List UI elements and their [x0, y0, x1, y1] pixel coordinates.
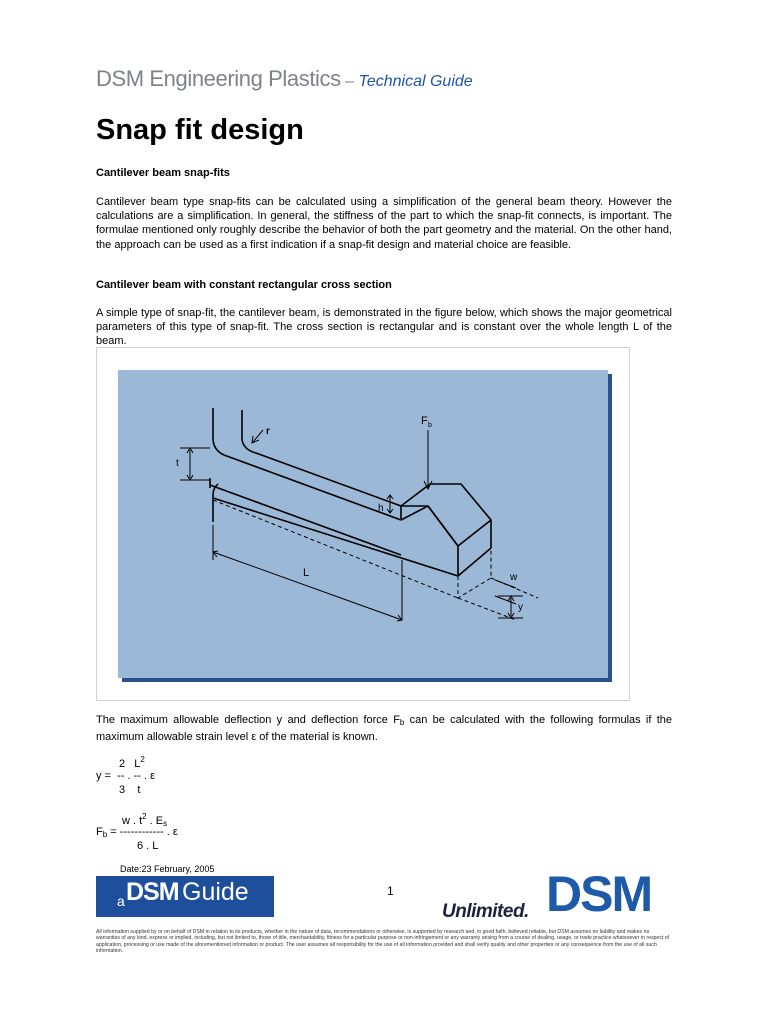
dsm-logo: DSM: [546, 866, 652, 922]
label-L: L: [303, 567, 310, 579]
formula-1-denominator: 3 t: [119, 784, 141, 796]
paragraph-intro: Cantilever beam type snap-fits can be calculated using a simplification of the general beam theory. However the calculations are a simplification. In general, the stiffness of the part to which the snap-fit connects, is important. The formulae mentioned only roughly describe the behavior of both the part geometry and the material. On the other hand, the approach can be used as a first indication if a snap-fit design and material choice are feasible.: [96, 196, 672, 251]
section-heading-cantilever: Cantilever beam snap-fits: [96, 167, 230, 179]
page-title: Snap fit design: [96, 114, 304, 146]
paragraph-figure-intro: A simple type of snap-fit, the cantilever beam, is demonstrated in the figure below, which shows the major geometrical parameters of this type of snap-fit. The cross section is rectangular and is constant over the whole length L of the beam.: [96, 307, 672, 348]
formula-2-denominator: 6 . L: [137, 840, 159, 852]
wall-upper-edge: [213, 408, 224, 455]
guide-name: Technical Guide: [358, 73, 473, 90]
label-r: r: [266, 426, 270, 437]
label-F: F: [421, 415, 428, 427]
label-h: h: [378, 503, 384, 514]
brand-name: DSM Engineering Plastics: [96, 66, 341, 91]
formula-1-numerator: 2 $L^2$: [119, 755, 145, 770]
label-t: t: [176, 458, 179, 469]
cantilever-beam-diagram: [118, 370, 608, 678]
label-y: y: [518, 602, 523, 613]
section-heading-constant-cross-section: Cantilever beam with constant rectangular cross section: [96, 279, 392, 291]
paragraph-formulas-intro: The maximum allowable deflection y and deflection force $F_b$ can be calculated with the following formulas if the maximum allowable strain level ε of the material is known.: [96, 714, 673, 744]
deflected-beam-line: [213, 500, 458, 598]
label-F-sub: b: [428, 422, 432, 429]
formula-2-line: $F_b$ = ------------ . ε: [96, 826, 178, 839]
beam-top-back-edge: [242, 440, 401, 506]
legal-disclaimer: All information supplied by or on behalf of DSM in relation to its products, whether in the nature of data, recommendations or otherwise, is supported by research and, in good faith, believed reliable, but DSM assumes no liability and makes no warranties of any kind, express or implied, including, but not limited to, those of title, merchantability, fitness for a particular purpose or non-infringement or any warranty arising from a course of dealing, usage, or trade practice whatsoever in respect of application, processing or use made of the aforementioned information or product. The user assumes all responsibility for the use of all information provided and shall verify quality and other properties or any consequence from the use of all such information.: [96, 929, 670, 955]
page-number: 1: [387, 884, 394, 898]
formula-1-line: y = -- . -- . ε: [96, 770, 156, 782]
unlimited-tagline: Unlimited.: [442, 901, 529, 922]
formula-2-numerator: w . $t^2$ . $E_s$: [122, 812, 168, 828]
header-dash: –: [340, 73, 359, 90]
document-date: Date:23 February, 2005: [120, 864, 215, 874]
label-w: w: [510, 572, 518, 583]
dsm-guide-logo: a DSM Guide: [96, 876, 274, 917]
document-header: [96, 66, 473, 92]
